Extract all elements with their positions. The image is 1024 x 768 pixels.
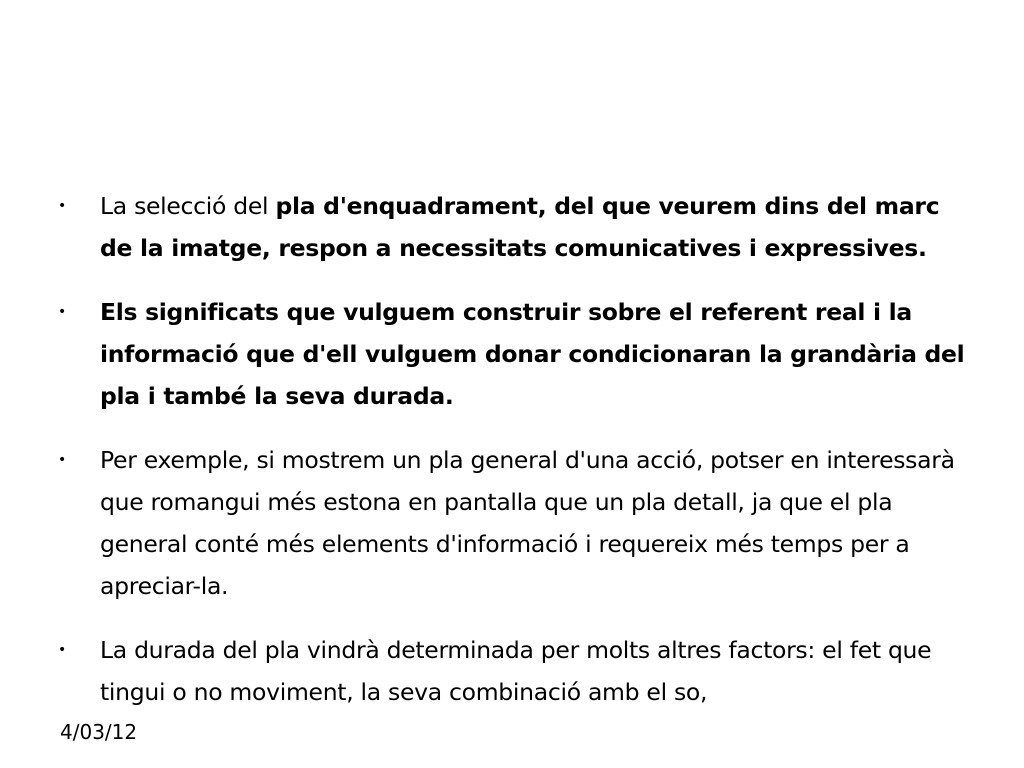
bullet-list — [56, 185, 966, 735]
bullet-marker: • — [58, 452, 66, 468]
bullet-item-example — [56, 439, 966, 607]
bullet-item-meanings — [56, 291, 966, 417]
bullet-text-bold: Els significats que vulguem construir sobre el referent real i la informació que d'ell vulguem donar condicionaran la grandària del pla i també la seva durada. — [100, 298, 965, 410]
bullet-text-normal: Per exemple, si mostrem un pla general d'una acció, potser en interessarà que romangui més estona en pantalla que un pla detall, ja que el pla general conté més elements d'informació i requereix més temps per a apreciar-la. — [100, 446, 955, 600]
bullet-text-normal: La durada del pla vindrà determinada per molts altres factors: el fet que tingui o no moviment, la seva combinació amb el so, — [100, 636, 932, 706]
bullet-marker: • — [58, 304, 66, 320]
bullet-item-duration — [56, 629, 966, 713]
bullet-marker: • — [58, 642, 66, 658]
bullet-text-bold: pla d'enquadrament, del que veurem dins del marc de la imatge, respon a necessitats comunicatives i expressives. — [100, 192, 940, 262]
bullet-marker: • — [58, 198, 66, 214]
bullet-text-normal: La selecció del — [100, 192, 276, 220]
footer-date: 4/03/12 — [60, 720, 138, 744]
bullet-item-selection — [56, 185, 966, 269]
